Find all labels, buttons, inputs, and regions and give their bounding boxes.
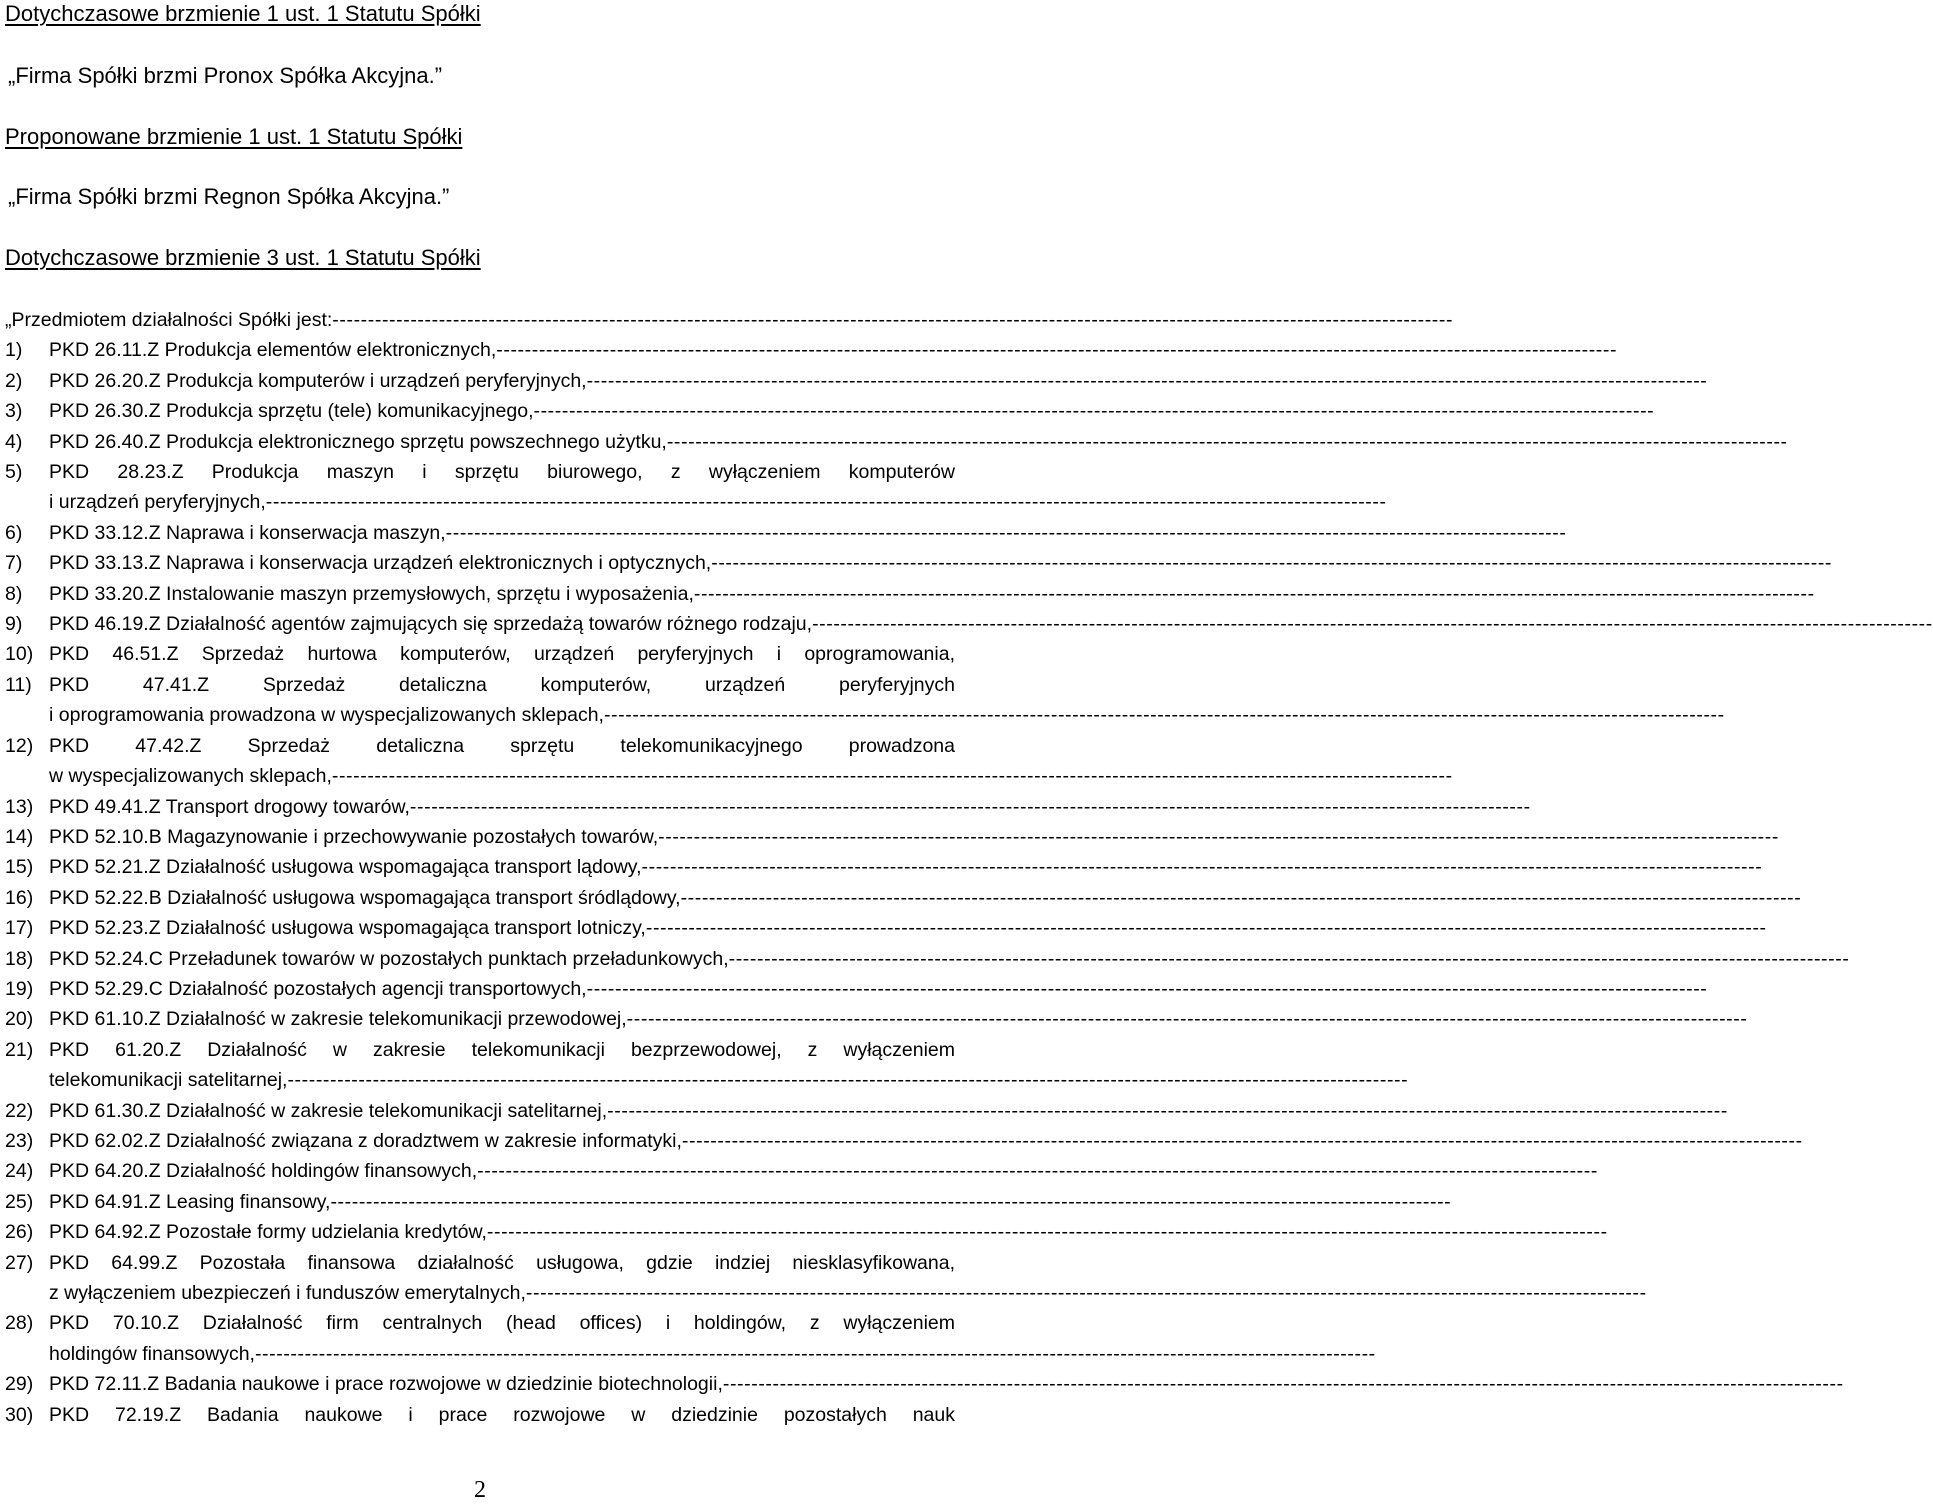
list-item-body xyxy=(49,1096,1728,1126)
list-item-number: 3) xyxy=(5,400,23,423)
list-item-body xyxy=(49,1369,1844,1399)
list-item xyxy=(5,1400,955,1430)
list-item xyxy=(5,396,1655,426)
list-item-body xyxy=(49,1156,1598,1186)
list-item-text: PKD 64.99.Z Pozostała finansowa działalność usługowa, gdzie indziej niesklasyfikowana, xyxy=(49,1251,955,1274)
list-item-line xyxy=(49,852,1763,882)
list-item-text: PKD 33.12.Z Naprawa i konserwacja maszyn, xyxy=(49,521,446,544)
list-item-text: PKD 72.11.Z Badania naukowe i prace rozwojowe w dziedzinie biotechnologii, xyxy=(49,1373,723,1396)
list-item xyxy=(5,1096,1728,1126)
list-item-line xyxy=(49,335,1618,365)
dash-filler: -------------------------------------------------------------------------------------------------------------------------------------------------------------- xyxy=(626,1008,1748,1031)
list-item-text: PKD 52.22.B Działalność usługowa wspomagająca transport śródlądowy, xyxy=(49,886,681,909)
list-item xyxy=(5,822,1779,852)
list-item-line xyxy=(49,1248,955,1278)
list-item-line xyxy=(49,1339,1376,1369)
list-item-text: PKD 33.13.Z Naprawa i konserwacja urządzeń elektronicznych i optycznych, xyxy=(49,552,712,575)
list-item-body xyxy=(49,579,1815,609)
dash-filler: -------------------------------------------------------------------------------------------------------------------------------------------------------------- xyxy=(525,1282,1647,1304)
list-item xyxy=(5,366,1708,396)
list-item xyxy=(5,579,1815,609)
list-item-body xyxy=(49,1400,955,1430)
list-item-body xyxy=(49,427,1788,457)
list-item-line xyxy=(49,1217,1608,1247)
list-item-text: PKD 61.20.Z Działalność w zakresie telekomunikacji bezprzewodowej, z wyłączeniem xyxy=(49,1038,955,1061)
list-item-text: PKD 49.41.Z Transport drogowy towarów, xyxy=(49,795,410,818)
list-item xyxy=(5,792,1531,822)
list-item-body xyxy=(49,1217,1608,1247)
list-item-text: PKD 62.02.Z Działalność związana z doradztwem w zakresie informatyki, xyxy=(49,1129,682,1152)
list-item-number: 28) xyxy=(5,1312,34,1335)
list-item xyxy=(5,639,955,669)
list-item-text: PKD 47.41.Z Sprzedaż detaliczna komputerów, urządzeń peryferyjnych xyxy=(49,673,955,696)
dash-filler: -------------------------------------------------------------------------------------------------------------------------------------------------------------- xyxy=(331,765,1453,788)
dash-filler: -------------------------------------------------------------------------------------------------------------------------------------------------------------- xyxy=(533,400,1655,423)
list-item xyxy=(5,427,1788,457)
list-item-body xyxy=(49,396,1655,426)
list-item-text: telekomunikacji satelitarnej, xyxy=(49,1069,288,1092)
list-item-line xyxy=(49,1096,1728,1126)
activities-intro xyxy=(5,305,1454,335)
list-item-number: 2) xyxy=(5,369,23,392)
list-item-text: PKD 47.42.Z Sprzedaż detaliczna sprzętu telekomunikacyjnego prowadzona xyxy=(49,734,955,757)
list-item-line xyxy=(49,457,955,487)
list-item-body xyxy=(49,457,1387,518)
list-item-number: 23) xyxy=(5,1129,34,1152)
activities-items xyxy=(5,335,1933,1430)
list-item xyxy=(5,852,1763,882)
list-item-text: PKD 26.20.Z Produkcja komputerów i urządzeń peryferyjnych, xyxy=(49,369,587,392)
list-item xyxy=(5,913,1767,943)
list-item-number: 6) xyxy=(5,521,23,544)
list-item-body xyxy=(49,913,1767,943)
dash-filler: -------------------------------------------------------------------------------------------------------------------------------------------------------------- xyxy=(693,582,1815,605)
list-item xyxy=(5,1369,1844,1399)
list-item-text: PKD 46.19.Z Działalność agentów zajmujących się sprzedażą towarów różnego rodzaju, xyxy=(49,613,813,636)
list-item-text: PKD 26.40.Z Produkcja elektronicznego sprzętu powszechnego użytku, xyxy=(49,430,667,453)
proposed-company-name-text: „Firma Spółki brzmi Regnon Spółka Akcyjna.” xyxy=(8,184,450,209)
list-item-line xyxy=(49,579,1815,609)
list-item-line xyxy=(49,913,1767,943)
dash-filler: -------------------------------------------------------------------------------------------------------------------------------------------------------------- xyxy=(254,1342,1376,1365)
list-item-body xyxy=(49,792,1531,822)
list-item-line xyxy=(49,1187,1452,1217)
list-item-text: PKD 64.91.Z Leasing finansowy, xyxy=(49,1190,331,1213)
list-item-line xyxy=(49,427,1788,457)
list-item-number: 25) xyxy=(5,1190,34,1213)
list-item-line xyxy=(49,396,1655,426)
list-item xyxy=(5,518,1567,548)
list-item-line xyxy=(49,1308,955,1338)
list-item-body xyxy=(49,670,1725,731)
list-item-text: PKD 28.23.Z Produkcja maszyn i sprzętu biurowego, z wyłączeniem komputerów xyxy=(49,461,955,484)
list-item-body xyxy=(49,822,1779,852)
current-company-name-text: „Firma Spółki brzmi Pronox Spółka Akcyjna.” xyxy=(8,63,443,88)
list-item-line xyxy=(49,883,1802,913)
list-item xyxy=(5,1308,1376,1369)
list-item-number: 15) xyxy=(5,856,34,879)
list-item xyxy=(5,883,1802,913)
list-item-number: 27) xyxy=(5,1251,34,1274)
dash-filler: -------------------------------------------------------------------------------------------------------------------------------------------------------------- xyxy=(722,1373,1844,1396)
dash-filler: -------------------------------------------------------------------------------------------------------------------------------------------------------------- xyxy=(486,1221,1608,1244)
list-item-body xyxy=(49,1035,1409,1096)
list-item-text: w wyspecjalizowanych sklepach, xyxy=(49,765,332,788)
list-item-line xyxy=(49,548,1833,578)
dash-filler: -------------------------------------------------------------------------------------------------------------------------------------------------------------- xyxy=(728,947,1850,970)
list-item-number: 8) xyxy=(5,582,23,605)
list-item xyxy=(5,731,1453,792)
dash-filler: -------------------------------------------------------------------------------------------------------------------------------------------------------------- xyxy=(586,369,1708,392)
list-item-text: PKD 52.29.C Działalność pozostałych agencji transportowych, xyxy=(49,977,587,1000)
list-item-number: 29) xyxy=(5,1373,34,1396)
list-item-number: 11) xyxy=(5,673,32,696)
list-item-text: PKD 52.23.Z Działalność usługowa wspomagająca transport lotniczy, xyxy=(49,917,646,940)
list-item-body xyxy=(49,366,1708,396)
list-item xyxy=(5,609,1933,639)
list-item-number: 7) xyxy=(5,552,23,575)
list-item-text: PKD 46.51.Z Sprzedaż hurtowa komputerów, urządzeń peryferyjnych i oprogramowania, xyxy=(49,643,955,666)
list-item-line xyxy=(49,1065,1409,1095)
list-item-body xyxy=(49,731,1453,792)
list-item-number: 22) xyxy=(5,1099,34,1122)
list-item xyxy=(5,1156,1598,1186)
list-item xyxy=(5,974,1708,1004)
dash-filler: -------------------------------------------------------------------------------------------------------------------------------------------------------------- xyxy=(409,795,1531,818)
list-item-number: 21) xyxy=(5,1038,34,1061)
list-item-number: 14) xyxy=(5,825,34,848)
list-item-body xyxy=(49,548,1833,578)
list-item-text: PKD 61.10.Z Działalność w zakresie telekomunikacji przewodowej, xyxy=(49,1008,627,1031)
list-item-text: PKD 70.10.Z Działalność firm centralnych (head offices) i holdingów, z wyłączeniem xyxy=(49,1312,955,1335)
list-item-body xyxy=(49,335,1618,365)
list-item-line xyxy=(49,1278,1647,1308)
proposed-paragraph-1-title: Proponowane brzmienie 1 ust. 1 Statutu Spółki xyxy=(5,124,463,149)
current-paragraph-3-title: Dotychczasowe brzmienie 3 ust. 1 Statutu Spółki xyxy=(5,245,481,270)
list-item-line xyxy=(49,1126,1803,1156)
list-item-body xyxy=(49,609,1933,639)
list-item-body xyxy=(49,1308,1376,1369)
list-item-number: 20) xyxy=(5,1008,34,1031)
list-item-number: 13) xyxy=(5,795,34,818)
list-item-body xyxy=(49,883,1802,913)
list-item-text: holdingów finansowych, xyxy=(49,1342,255,1365)
list-item-number: 1) xyxy=(5,339,23,362)
list-item xyxy=(5,1248,1647,1309)
list-item-line xyxy=(49,366,1708,396)
list-item-line xyxy=(49,518,1567,548)
list-item-line xyxy=(49,1156,1598,1186)
dash-filler: -------------------------------------------------------------------------------------------------------------------------------------------------------------- xyxy=(645,917,1767,940)
list-item-line xyxy=(49,1369,1844,1399)
list-item-text: PKD 26.11.Z Produkcja elementów elektronicznych, xyxy=(49,339,497,362)
list-item-body xyxy=(49,1004,1748,1034)
dash-filler: -------------------------------------------------------------------------------------------------------------------------------------------------------------- xyxy=(496,339,1618,362)
list-item-line xyxy=(49,670,955,700)
list-item-line xyxy=(49,1004,1748,1034)
list-item-number: 30) xyxy=(5,1403,34,1426)
list-item-line xyxy=(49,761,1453,791)
dash-filler: -------------------------------------------------------------------------------------------------------------------------------------------------------------- xyxy=(586,977,1708,1000)
list-item xyxy=(5,1187,1452,1217)
list-item xyxy=(5,670,1725,731)
list-item-number: 24) xyxy=(5,1160,34,1183)
list-item xyxy=(5,944,1850,974)
current-paragraph-1-title: Dotychczasowe brzmienie 1 ust. 1 Statutu Spółki xyxy=(5,1,481,26)
list-item-text: PKD 52.24.C Przeładunek towarów w pozostałych punktach przeładunkowych, xyxy=(49,947,729,970)
list-item xyxy=(5,1126,1803,1156)
business-activities-list xyxy=(5,305,1933,1430)
list-item-text: i urządzeń peryferyjnych, xyxy=(49,491,266,514)
list-item-text: PKD 26.30.Z Produkcja sprzętu (tele) komunikacyjnego, xyxy=(49,400,534,423)
list-item-number: 12) xyxy=(5,734,34,757)
list-item xyxy=(5,1217,1608,1247)
list-item-body xyxy=(49,944,1850,974)
list-item-text: PKD 72.19.Z Badania naukowe i prace rozwojowe w dziedzinie pozostałych nauk xyxy=(49,1403,955,1426)
list-item-number: 19) xyxy=(5,977,34,1000)
list-item-text: z wyłączeniem ubezpieczeń i funduszów emerytalnych, xyxy=(49,1282,526,1304)
list-item-text: PKD 61.30.Z Działalność w zakresie telekomunikacji satelitarnej, xyxy=(49,1099,608,1122)
list-item-line xyxy=(49,822,1779,852)
dash-filler: -------------------------------------------------------------------------------------------------------------------------------------------------------------- xyxy=(681,1129,1803,1152)
dash-filler: -------------------------------------------------------------------------------------------------------------------------------------------------------------- xyxy=(666,430,1788,453)
list-item xyxy=(5,1004,1748,1034)
dash-filler: -------------------------------------------------------------------------------------------------------------------------------------------------------------- xyxy=(658,825,1779,848)
list-item-number: 4) xyxy=(5,430,23,453)
list-item-line xyxy=(49,1035,955,1065)
list-item-text: PKD 52.10.B Magazynowanie i przechowywanie pozostałych towarów, xyxy=(49,825,659,848)
list-item-body xyxy=(49,1187,1452,1217)
list-item-number: 26) xyxy=(5,1221,34,1244)
list-item xyxy=(5,548,1833,578)
list-item-body xyxy=(49,974,1708,1004)
dash-filler: -------------------------------------------------------------------------------------------------------------------------------------------------------------- xyxy=(332,309,1454,331)
list-item-text: PKD 52.21.Z Działalność usługowa wspomagająca transport lądowy, xyxy=(49,856,642,879)
list-item-text: PKD 64.92.Z Pozostałe formy udzielania kredytów, xyxy=(49,1221,487,1244)
list-item-body xyxy=(49,639,955,669)
dash-filler: -------------------------------------------------------------------------------------------------------------------------------------------------------------- xyxy=(711,552,1833,575)
list-item-number: 16) xyxy=(5,886,34,909)
list-item-line xyxy=(49,639,955,669)
list-item-body xyxy=(49,852,1763,882)
dash-filler: -------------------------------------------------------------------------------------------------------------------------------------------------------------- xyxy=(477,1160,1598,1183)
dash-filler: -------------------------------------------------------------------------------------------------------------------------------------------------------------- xyxy=(287,1069,1409,1092)
list-item xyxy=(5,335,1618,365)
list-item-line xyxy=(49,1400,955,1430)
list-item-body xyxy=(49,1126,1803,1156)
dash-filler: -------------------------------------------------------------------------------------------------------------------------------------------------------------- xyxy=(641,856,1763,879)
list-item-line xyxy=(49,609,1933,639)
list-item-number: 17) xyxy=(5,917,34,940)
list-item-line xyxy=(49,792,1531,822)
list-item xyxy=(5,1035,1409,1096)
list-item-line xyxy=(49,974,1708,1004)
list-item-number: 5) xyxy=(5,461,23,484)
list-item-line xyxy=(49,731,955,761)
list-item xyxy=(5,457,1387,518)
list-item-line xyxy=(49,700,1725,730)
dash-filler: -------------------------------------------------------------------------------------------------------------------------------------------------------------- xyxy=(603,704,1725,727)
dash-filler: -------------------------------------------------------------------------------------------------------------------------------------------------------------- xyxy=(607,1099,1728,1122)
list-item-text: i oprogramowania prowadzona w wyspecjalizowanych sklepach, xyxy=(49,704,604,727)
list-item-number: 9) xyxy=(5,613,23,636)
list-item-text: PKD 64.20.Z Działalność holdingów finansowych, xyxy=(49,1160,478,1183)
dash-filler: -------------------------------------------------------------------------------------------------------------------------------------------------------------- xyxy=(265,491,1387,514)
list-item-line xyxy=(49,944,1850,974)
list-item-number: 10) xyxy=(5,643,34,666)
list-item-body xyxy=(49,1248,1647,1309)
dash-filler: -------------------------------------------------------------------------------------------------------------------------------------------------------------- xyxy=(330,1190,1452,1213)
dash-filler: -------------------------------------------------------------------------------------------------------------------------------------------------------------- xyxy=(812,613,1933,636)
page-number: 2 xyxy=(474,1477,486,1503)
list-item-body xyxy=(49,518,1567,548)
dash-filler: -------------------------------------------------------------------------------------------------------------------------------------------------------------- xyxy=(445,521,1567,544)
list-item-text: PKD 33.20.Z Instalowanie maszyn przemysłowych, sprzętu i wyposażenia, xyxy=(49,582,694,605)
activities-intro-text: „Przedmiotem działalności Spółki jest: xyxy=(5,309,333,331)
list-item-line xyxy=(49,487,1387,517)
list-item-number: 18) xyxy=(5,947,34,970)
dash-filler: -------------------------------------------------------------------------------------------------------------------------------------------------------------- xyxy=(680,886,1802,909)
